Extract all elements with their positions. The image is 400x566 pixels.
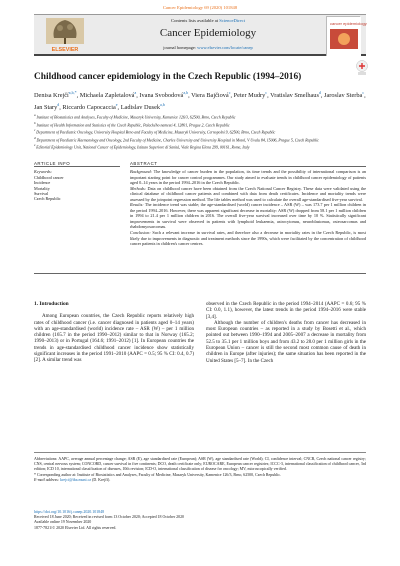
affiliation-list	[34, 113, 366, 151]
author-list: Denisa Krejčí$^{a,b,*}$, Michaela Zapletalová$^a$, Ivana Svobodová$^{a,b}$, Viera Bajčiová$^c$, Peter Mudry$^c$, Vratislav Smelhaus$^d$, Jaroslav Sterba$^c$, Jan Stary$^d$, Riccardo Capocaccia$^e$, Ladislav Dusek$^{a,b}$	[34, 90, 366, 112]
keyword-item: Childhood cancer	[34, 175, 64, 180]
homepage-link[interactable]: www.elsevier.com/locate/canep	[197, 45, 253, 50]
abstract-section-label: Conclusion:	[130, 230, 151, 236]
keyword-item: Survival	[34, 190, 49, 196]
keywords-list	[34, 175, 64, 201]
abbreviations-note: Abbreviations: AAPC, average annual percentage change; ASR (E), age standardised rate (European); ASR (W), age standardised rate (World); CI, confidence interval; CNCR, Czech national cancer registry; CNS, central nervous system; CONCORD, cancer survival in five continents; DCO, death certificate only; EUROCARE, European cancer registries; ICCC-3, international classification of childhood cancer, 3rd edition; ICD 10, international classification of diseases, 10th revision; ICD-O, international classification of disease for oncology; MV, microscopically verified.	[34, 456, 366, 472]
body-paragraph: Although the number of children's deaths from cancer has decreased in most European countries – as reported in a study by Bosetti et al., which pointed out between 1990–1994 and 2005–2007 a decrease in mortality from 52.5 to 35.1 per 1 million boys and from 43.2 to 28.0 per 1 million girls in the European Union – cancer is still the second most common cause of death in children in Europe (after injuries); the same situation has been reported in the United States [5–7]. In the Czech	[206, 319, 366, 364]
affiliation-item	[34, 121, 366, 129]
author-name[interactable]: Riccardo Capocaccia	[62, 104, 116, 112]
abstract-section-label: Methods:	[130, 185, 147, 191]
elsevier-logo[interactable]	[40, 16, 90, 54]
homepage-line	[96, 45, 320, 50]
email-link[interactable]: krejci@iba.muni.cz	[60, 476, 92, 482]
available-online: Available online 19 November 2020	[34, 519, 92, 525]
email-line	[34, 477, 366, 482]
sciencedirect-link[interactable]: ScienceDirect	[219, 18, 245, 23]
author-name[interactable]: Ivana Svobodová	[139, 92, 184, 100]
abstract-paragraph	[130, 169, 366, 186]
affiliation-text: Department of Paediatric Oncology, University Hospital Brno and Faculty of Medicine, Masaryk University, Cernopolni 9, 62500, Brno, Czech Republic	[36, 130, 276, 135]
abstract-section-text: Data on childhood cancer have been obtained from the Czech National Cancer Registry. These data were validated using the clinical database of childhood cancer patients and combined with data from death certificates. Incidence and mortality trends were assessed by the joinpoint regression method. The life tables method was used to calculate the overall age-standardised five-year survival.	[130, 185, 366, 202]
journal-title: Cancer Epidemiology	[159, 27, 257, 39]
author-name[interactable]: Denisa Krejčí	[34, 92, 69, 100]
section-heading-introduction: 1. Introduction	[34, 301, 69, 307]
article-info-heading: ARTICLE INFO	[34, 161, 71, 166]
contents-line	[96, 18, 320, 23]
author-affiliation-marker[interactable]: d	[318, 90, 321, 95]
keyword-item: Incidence	[34, 180, 51, 186]
crossmark-icon[interactable]	[356, 60, 368, 76]
affiliation-marker: d	[34, 135, 37, 140]
affiliation-marker: c	[34, 128, 37, 133]
author-affiliation-marker[interactable]: a,b,*	[68, 90, 77, 95]
info-rule	[34, 166, 120, 167]
copyright-line: 1877-7821/© 2020 Elsevier Ltd. All rights reserved.	[34, 524, 117, 530]
keyword-item: Czech Republic	[34, 196, 61, 202]
affiliation-marker: e	[34, 143, 37, 148]
received-dates: Received 18 June 2020; Received in revised form 13 October 2020; Accepted 18 October 2020	[34, 514, 185, 520]
journal-reference[interactable]: Cancer Epidemiology 69 (2020) 101848	[162, 5, 238, 10]
author-affiliation-marker[interactable]: c	[265, 90, 268, 95]
affiliation-text: Editorial Epidemiology Unit, National Cancer of Epidemiology, Istituto Superiore di Sanità, Viale Regina Elena 299, 00161, Rome, Italy	[36, 145, 250, 150]
affiliation-item	[34, 143, 366, 151]
affiliation-text: Department of Paediatric Haematology and Oncology, 2nd Faculty of Medicine, Charles University and University Hospital in Motol, V Uvalu 84, 15006, Prague 5, Czech Republic	[36, 138, 320, 143]
footnote-rule	[34, 452, 366, 453]
author-name[interactable]: Jaroslav Sterba	[324, 92, 363, 100]
author-name[interactable]: Viera Bajčiová	[191, 92, 229, 100]
author-name[interactable]: Michaela Zapletalová	[79, 92, 135, 100]
abstract-bottom-rule	[34, 273, 366, 274]
affiliation-item	[34, 113, 366, 121]
article-title: Childhood cancer epidemiology in the Czech Republic (1994–2016)	[34, 72, 302, 82]
journal-cover-thumbnail[interactable]	[326, 16, 367, 56]
abstract-section-label: Background:	[130, 169, 153, 174]
keywords-label: Keywords:	[34, 169, 52, 174]
abstract-section-label: Results:	[130, 202, 144, 208]
abstract-paragraph	[130, 186, 366, 203]
body-paragraph: Among European countries, the Czech Republic reports relatively high rates of childhood cancer (i.e. cancer diagnosed in patients aged 0–14 years) with an age-standardised (world) incidence rate – ASR (W) – per 1 million children (165.7 in the period 1990–2012) similar to that in Norway (165.2; 1990–2013) or in Portugal (164.6; 1991–2012) [1]. In European countries the trends in age-standardised childhood cancer incidence show statistically significant increases in the period 1991–2010 (AAPC = 0.5; 95 % CI: 0.4, 0.7) [2]. A similar trend was	[34, 313, 194, 364]
affiliation-marker: a	[34, 113, 37, 117]
abstract-rule	[130, 166, 366, 167]
email-suffix: (D. Krejčí).	[92, 476, 111, 482]
email-label: E-mail address:	[34, 476, 60, 482]
cover-title-text: cancer epidemiology	[330, 21, 367, 26]
cover-graphic	[327, 17, 367, 57]
elsevier-wordmark: ELSEVIER	[51, 47, 79, 53]
doi-link[interactable]: https://doi.org/10.1016/j.canep.2020.101848	[34, 509, 105, 514]
homepage-prefix: journal homepage:	[163, 45, 198, 50]
author-affiliation-marker[interactable]: c	[228, 90, 231, 95]
abstract-paragraph	[130, 230, 366, 247]
footnotes	[34, 456, 366, 482]
author-affiliation-marker[interactable]: c	[362, 90, 365, 95]
author-affiliation-marker[interactable]: a,b	[160, 102, 165, 108]
abstract-body	[130, 169, 366, 247]
affiliation-text: Institute of Biostatistics and Analyses, Faculty of Medicine, Masaryk University, Kamenice 126/3, 62500, Brno, Czech Republic	[36, 115, 236, 120]
body-column-right	[206, 301, 366, 364]
corresponding-author-note: * Corresponding author at: Institute of Biostatistics and Analyses, Faculty of Medicine, Masaryk University, Kamenice 126/3, Brno, 62500, Czech Republic.	[34, 471, 282, 477]
abstract-section-text: Such a relevant increase in survival rates, and therefore also a decrease in mortality rates in the Czech Republic, is most likely due to improvements in diagnostic and treatment methods since the 1990s, which were facilitated by the concentration of childhood cancer patients in children's cancer centres.	[130, 230, 366, 247]
author-affiliation-marker[interactable]: d	[57, 102, 60, 108]
affiliation-item	[34, 128, 366, 136]
abstract-section-text: The knowledge of cancer burden in the population, its time trends and the possibility of international comparison is an important starting point for cancer control programmes. Our study aimed to evaluate trends in childhood cancer epidemiology of patients aged 0–14 years in the period 1994–2016 in the Czech Republic.	[130, 169, 366, 186]
author-affiliation-marker[interactable]: e	[115, 102, 118, 108]
author-name[interactable]: Ladislav Dusek	[120, 104, 161, 112]
affiliation-item	[34, 136, 366, 144]
publication-info	[34, 509, 334, 530]
body-column-left	[34, 301, 194, 364]
author-name[interactable]: Peter Mudry	[233, 92, 266, 100]
affiliation-text: Institute of Health Information and Statistics of the Czech Republic, Palackého namesti 4, 12801, Prague 2, Czech Republic	[36, 122, 230, 127]
author-affiliation-marker[interactable]: a,b	[183, 90, 189, 95]
author-name[interactable]: Jan Stary	[34, 104, 58, 112]
abstract-section-text: The incidence trend was stable; the age-standardised (world) cancer incidence – ASR (W) – was 173.7 per 1 million children in the period 1994–2016. However, there was apparent significant decrease in mortality: ASR (W) dropped from 58.1 per 1 million children in 1994 to 21.4 per 1 million children in 2016. The overall five-year survival increased over time by 10 %. Statistically significant improvements in survival were observed in patients with lymphoid leukaemia, astrocytomas, neuroblastomas, osteosarcomas and rhabdomyosarcomas.	[130, 202, 366, 230]
author-name[interactable]: Vratislav Smelhaus	[270, 92, 319, 100]
contents-prefix: Contents lists available at	[171, 18, 220, 23]
abstract-paragraph	[130, 202, 366, 230]
author-affiliation-marker[interactable]: a	[134, 90, 137, 95]
abstract-heading: ABSTRACT	[130, 161, 158, 166]
affiliation-marker: b	[34, 120, 37, 125]
body-paragraph: observed in the Czech Republic in the period 1994–2014 (AAPC = 0.6; 95 % CI: 0.0, 1.1), however, the latest trends in the period 1994–2016 were stable [3,4].	[206, 301, 366, 320]
keyword-item: Mortality	[34, 185, 50, 191]
